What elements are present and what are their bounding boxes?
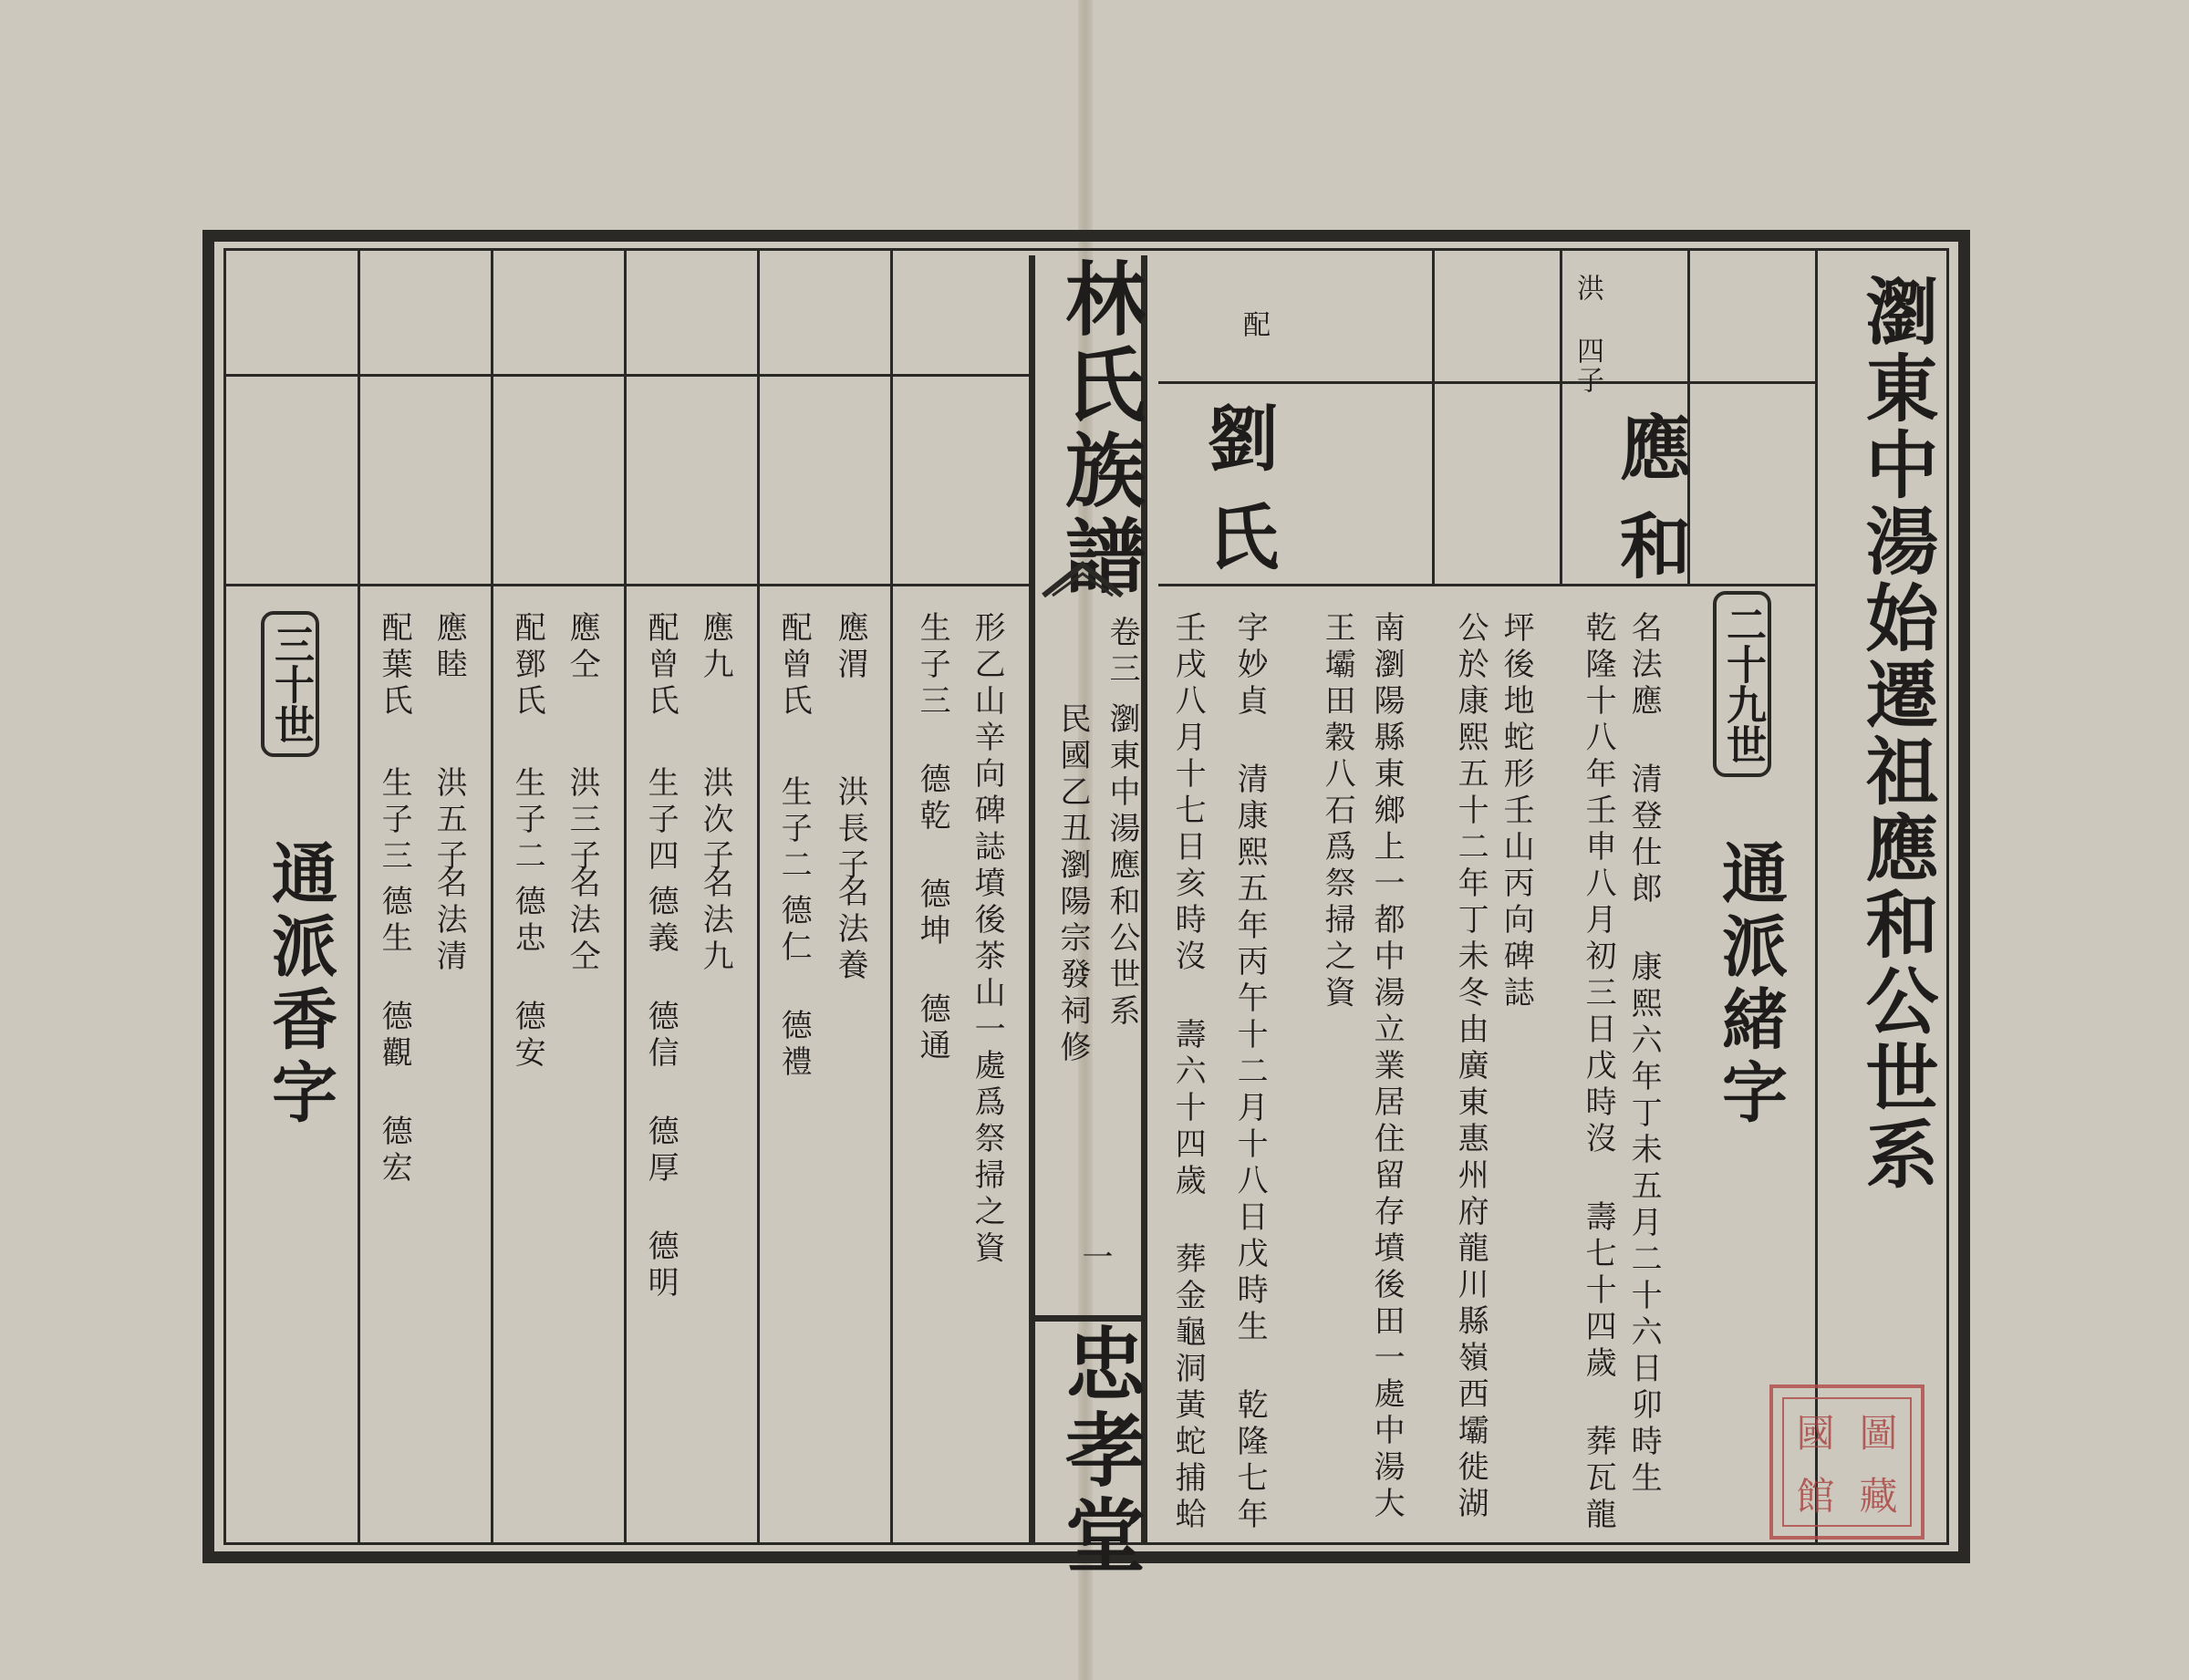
banner-chevron [1042,561,1124,597]
entry-4-son-names: 德生 德觀 德宏 [376,885,413,1187]
page-number: 一 [1076,1240,1113,1277]
edition-label: 民國乙丑瀏陽宗發祠修 [1054,702,1091,1067]
person-name: 應和 [1608,410,1691,607]
bio-column-1: 名法應 清登仕郎 康熙六年丁未五月二十六日卯時生 [1625,611,1663,1498]
entry-1-son-names: 德仁 德禮 [775,894,813,1082]
right-page-heading: 瀏東中湯始遷祖應和公世系 [1853,274,1939,1193]
entry-3-name: 應仝 [564,611,601,684]
entry-1-zi: 名法養 [832,876,869,985]
bio-column-7: 字妙貞 清康熙五年丙午十二月十八日戊時生 乾隆七年 [1231,611,1269,1534]
left-grid-line-1 [358,248,360,1545]
entry-4-father: 洪五子 [431,766,468,876]
seal-char: 國 [1796,1410,1835,1456]
entry-1-spouse: 配曾氏 [775,611,813,721]
spouse-label: 配 [1238,310,1270,339]
bio-column-4: 公於康熙五十二年丁未冬由廣東惠州府龍川縣嶺西壩徙湖 [1452,611,1489,1523]
father-line: 洪 四子 [1572,274,1603,395]
entry-2-father: 洪次子 [697,766,734,876]
left-grid-line-5 [890,248,893,1545]
left-name-rule [226,584,1029,586]
entry-2-spouse: 配曾氏 [642,611,680,721]
left-generation-badge: 三十世 [261,611,319,757]
burial-column-1: 形乙山辛向碑誌墳後茶山一處爲祭掃之資 [969,611,1006,1268]
seal-char: 館 [1796,1473,1835,1519]
right-header-rule [1158,381,1817,384]
right-grid-line-3 [1432,248,1435,586]
bio-column-3: 坪後地蛇形壬山丙向碑誌 [1498,611,1535,1012]
spouse-name: 劉氏 [1196,401,1279,598]
left-grid-line-2 [491,248,493,1545]
entry-2-zi: 名法九 [697,866,734,976]
left-pai-label: 通派香字 [261,839,338,1131]
left-grid-line-4 [757,248,760,1545]
entry-2-name: 應九 [697,611,734,684]
entry-1-father: 洪長子 [832,775,869,885]
entry-3-son-names: 德忠 德安 [509,885,546,1073]
right-grid-line-2 [1560,248,1562,586]
bio-column-8: 壬戌八月十七日亥時沒 壽六十四歲 葬金龜洞黃蛇捕蛤 [1169,611,1207,1534]
entry-2-son-names: 德義 德信 德厚 德明 [642,885,680,1302]
hall-name: 忠孝堂 [1053,1322,1147,1580]
left-grid-line-3 [624,248,627,1545]
entry-1-sons: 生子二 [775,775,813,885]
entry-4-sons: 生子三 [376,766,413,876]
entry-4-spouse: 配葉氏 [376,611,413,721]
entry-2-sons: 生子四 [642,766,680,876]
right-heading-divider [1815,248,1818,1545]
bio-column-6: 王壩田穀八石爲祭掃之資 [1319,611,1356,1012]
entry-3-sons: 生子二 [509,766,546,876]
seal-char: 藏 [1859,1473,1898,1519]
entry-4-zi: 名法清 [431,866,468,976]
seal-char: 圖 [1859,1410,1898,1456]
entry-3-zi: 名法仝 [564,866,601,976]
entry-3-spouse: 配鄧氏 [509,611,546,721]
library-seal [1769,1384,1924,1540]
bio-column-2: 乾隆十八年壬申八月初三日戊時沒 壽七十四歲 葬瓦龍 [1580,611,1617,1534]
burial-column-2: 生子三 德乾 德坤 德通 [914,611,951,1065]
banner-rule [1029,1315,1147,1322]
book-title: 林氏族譜 [1053,257,1147,600]
left-header-rule [226,374,1029,377]
volume-label: 卷三 [1104,616,1140,689]
entry-1-name: 應渭 [832,611,869,684]
right-pai-label: 通派緒字 [1711,839,1789,1131]
entry-4-name: 應睦 [431,611,468,684]
bio-column-5: 南瀏陽縣東鄉上一都中湯立業居住留存墳後田一處中湯大 [1368,611,1406,1523]
entry-3-father: 洪三子 [564,766,601,876]
section-title: 瀏東中湯應和公世系 [1104,702,1140,1031]
right-generation-badge: 二十九世 [1713,591,1771,777]
